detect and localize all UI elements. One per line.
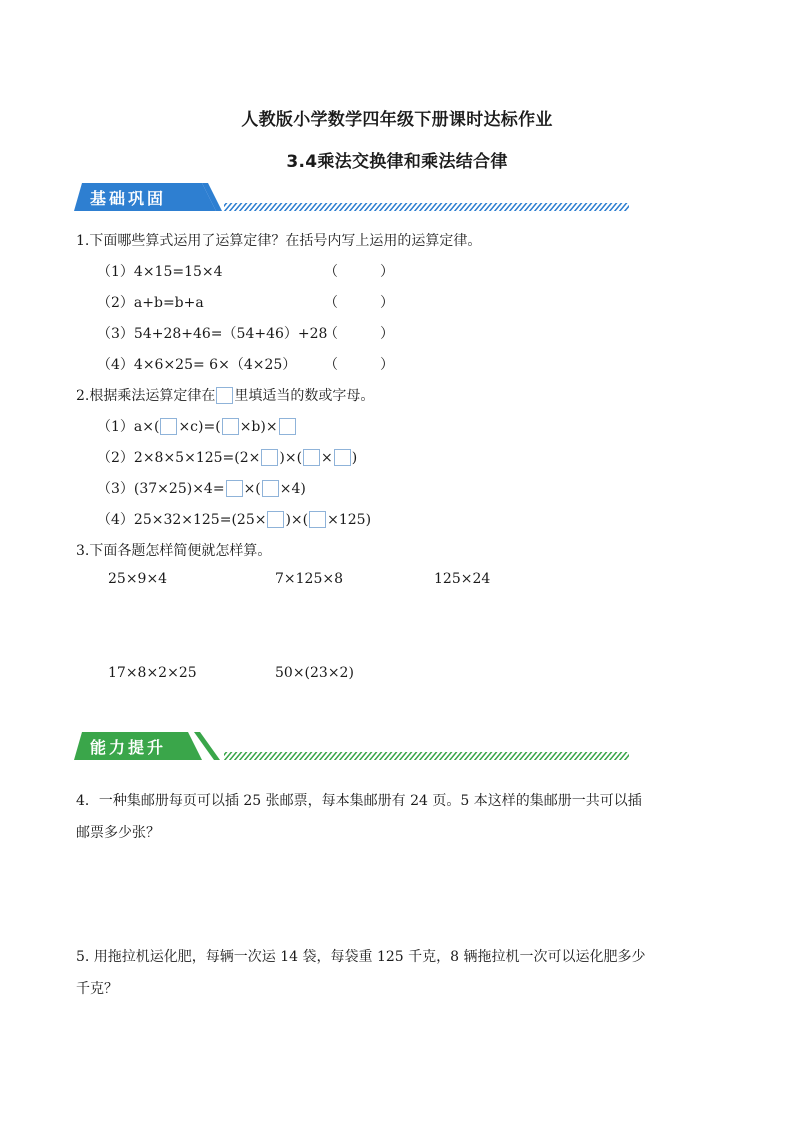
q2-item-2-text: （2）2×8×5×125=(2× [97,450,261,466]
q2-item-4-text: ×125) [327,512,372,528]
q3-expr-2: 7×125×8 [275,571,343,587]
answer-box[interactable] [279,418,296,435]
q2-item-1-text: ×b)× [239,419,278,435]
q3-expr-5: 50×(23×2) [275,665,354,681]
q1-item-1: （1）4×15=15×4 [97,264,223,280]
answer-box[interactable] [334,449,351,466]
q1-stem: 1.下面哪些算式运用了运算定律？在括号内写上运用的运算定律。 [76,233,482,249]
q2-item-3-text: （3）(37×25)×4= [97,481,225,497]
q2-item-4-text: )×( [285,512,309,528]
answer-box[interactable] [267,511,284,528]
q2-item-1-text: （1）a×( [97,419,160,435]
q1-answer-paren-3: （ ） [324,326,394,342]
section-label-basic: 基础巩固 [90,189,167,208]
q2-item-3-text: ×( [243,481,261,497]
q2-item-3 [97,478,306,498]
q5-text-line-2: 千克？ [76,981,118,997]
q3-expr-4: 17×8×2×25 [108,665,197,681]
q3-expr-3: 125×24 [434,571,491,587]
q3-expr-1: 25×9×4 [108,571,168,587]
q1-item-4: （4）4×6×25= 6×（4×25） [97,357,297,373]
q1-answer-paren-4: （ ） [324,357,394,373]
q4-text-line-2: 邮票多少张？ [76,825,160,841]
answer-box[interactable] [226,480,243,497]
q4-text-line-1: 4．一种集邮册每页可以插 25 张邮票，每本集邮册有 24 页。5 本这样的集邮册一共可以插 [76,793,642,809]
q2-item-2-text: ) [351,450,358,466]
answer-box[interactable] [222,418,239,435]
section-banner-basic [74,181,634,215]
q2-stem-part-2: 里填适当的数或字母。 [234,388,375,404]
q1-item-3: （3）54+28+46=（54+46）+28 [97,326,328,342]
q2-stem [76,385,374,405]
q2-item-3-text: ×4) [279,481,306,497]
section-banner-advanced [74,730,634,764]
q2-item-2-text: × [321,450,333,466]
q1-answer-paren-2: （ ） [324,295,394,311]
answer-box[interactable] [303,449,320,466]
answer-box[interactable] [160,418,177,435]
q2-item-4 [97,509,371,529]
blank-box-example [216,387,233,404]
q2-item-1-text: ×c)=( [178,419,221,435]
answer-box[interactable] [262,480,279,497]
page-title: 人教版小学数学四年级下册课时达标作业 [241,110,553,130]
page-subtitle: 3.4乘法交换律和乘法结合律 [286,152,508,172]
section-label-advanced: 能力提升 [90,738,167,757]
q3-stem: 3.下面各题怎样简便就怎样算。 [76,543,272,559]
answer-box[interactable] [261,449,278,466]
q2-stem-part-1: 2.根据乘法运算定律在 [76,388,216,404]
q1-item-2: （2）a+b=b+a [97,295,204,311]
q2-item-1 [97,416,297,436]
q2-item-2 [97,447,357,467]
q1-answer-paren-1: （ ） [324,264,394,280]
answer-box[interactable] [309,511,326,528]
q2-item-4-text: （4）25×32×125=(25× [97,512,267,528]
q2-item-2-text: )×( [279,450,303,466]
q5-text-line-1: 5. 用拖拉机运化肥，每辆一次运 14 袋，每袋重 125 千克，8 辆拖拉机一次可以运化肥多少 [76,949,646,965]
